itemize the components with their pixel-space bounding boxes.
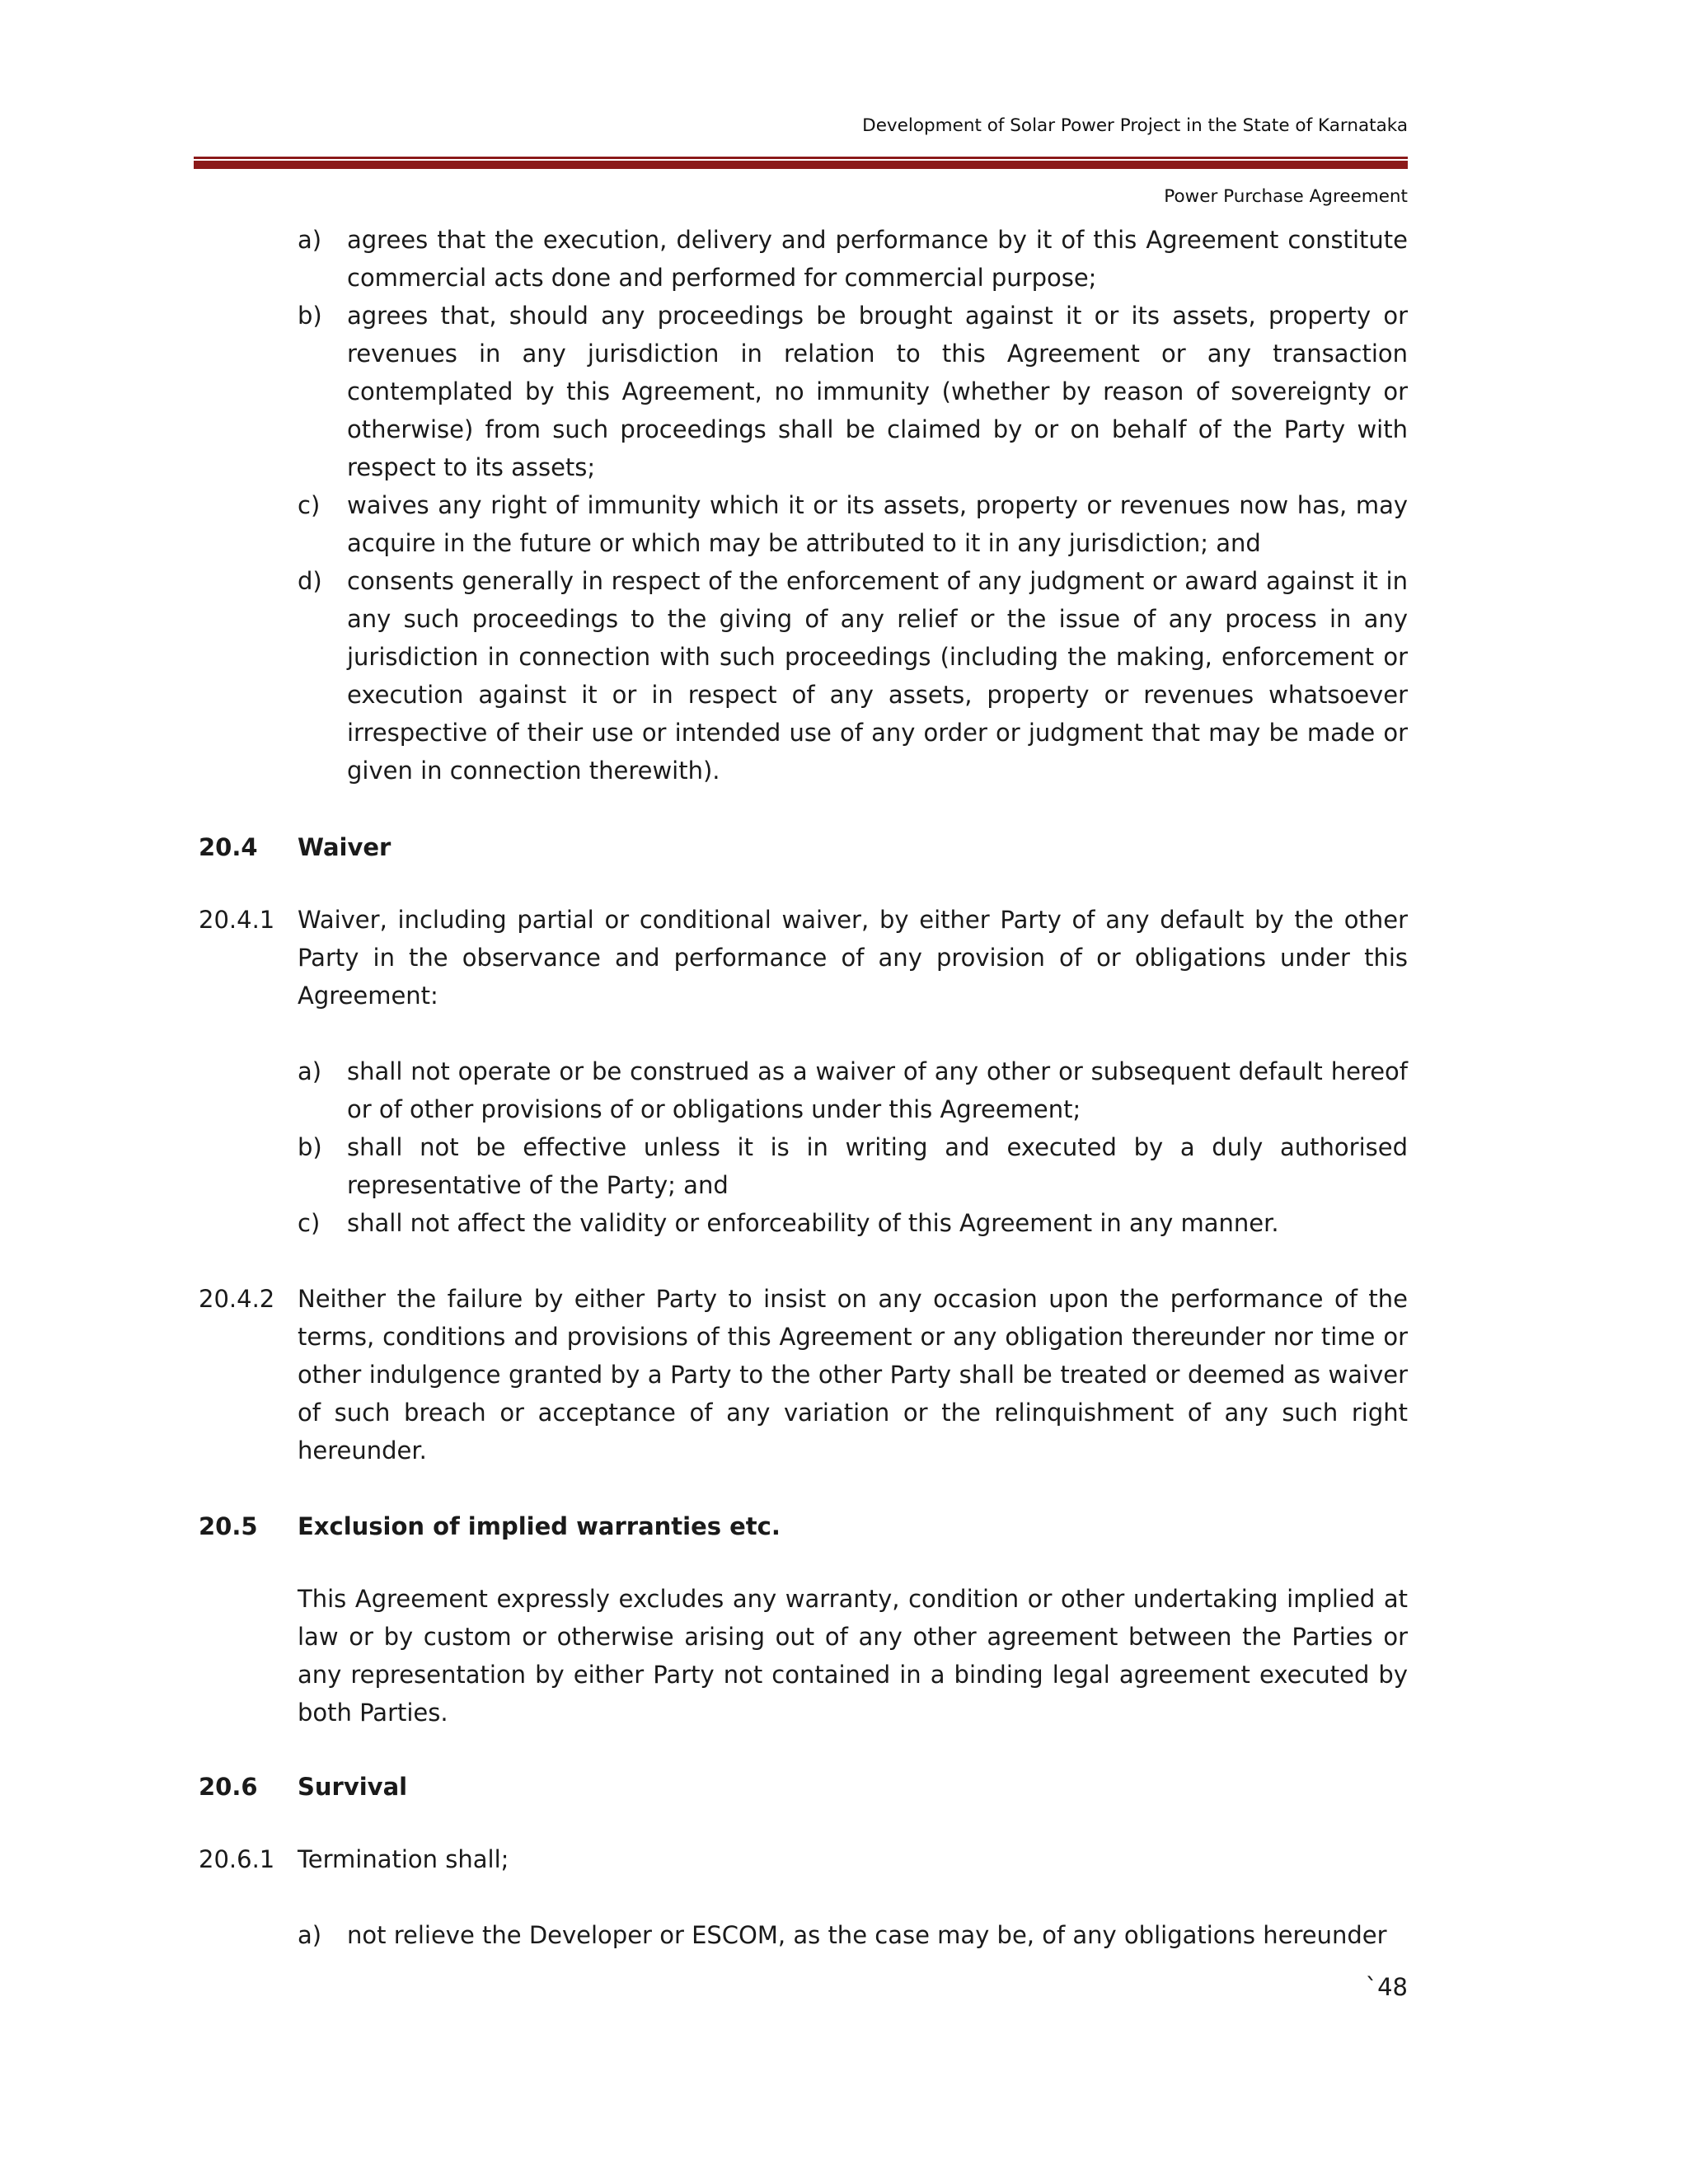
section-number: 20.5 (199, 1512, 258, 1540)
header-title: Development of Solar Power Project in the State of Karnataka (862, 115, 1408, 136)
list-item-label: a) (298, 1921, 322, 1949)
clause-number: 20.6.1 (199, 1845, 275, 1873)
header-rule-thick (194, 161, 1408, 169)
list-item-text: not relieve the Developer or ESCOM, as the case may be, of any obligations hereunder (347, 1921, 1387, 1949)
clause-number: 20.4.2 (199, 1285, 275, 1313)
clause-number: 20.4.1 (199, 906, 275, 934)
list-item-label: c) (298, 1209, 321, 1237)
list-item-text: shall not be effective unless it is in writing and executed by a duly authorised representative of the Party; and (347, 1133, 1408, 1199)
list-item-text: consents generally in respect of the enforcement of any judgment or award against it in any such proceedings to the giving of any relief or the issue of any process in any jurisdiction in connection with such proceedings (including the making, enforcement or execution against it or in respect of any assets, property or revenues whatsoever irrespective of their use or intended use of any order or judgment that may be made or given in connection therewith). (347, 567, 1408, 785)
list-item-label: d) (298, 567, 322, 595)
section-heading: Exclusion of implied warranties etc. (298, 1512, 781, 1540)
list-item-text: shall not affect the validity or enforceability of this Agreement in any manner. (347, 1209, 1279, 1237)
list-item-label: a) (298, 226, 322, 254)
list-item-label: c) (298, 491, 321, 519)
list-item-label: b) (298, 1133, 322, 1161)
list-item-text: agrees that the execution, delivery and performance by it of this Agreement constitute commercial acts done and performed for commercial purpose; (347, 226, 1408, 292)
list-item-label: a) (298, 1057, 322, 1085)
clause-text: Termination shall; (298, 1845, 509, 1873)
header-rule-thin (194, 157, 1408, 159)
clause-text: Neither the failure by either Party to insist on any occasion upon the performance of the terms, conditions and provisions of this Agreement or any obligation thereunder nor time or other indulgence granted by a Party to the other Party shall be treated or deemed as waiver of such breach or acceptance of any variation or the relinquishment of any such right hereunder. (298, 1285, 1408, 1465)
list-item-text: shall not operate or be construed as a waiver of any other or subsequent default hereof or of other provisions of or obligations under this Agreement; (347, 1057, 1408, 1123)
section-heading: Survival (298, 1773, 408, 1801)
section-paragraph: This Agreement expressly excludes any warranty, condition or other undertaking implied at law or by custom or otherwise arising out of any other agreement between the Parties or any representation by either Party not contained in a binding legal agreement executed by both Parties. (298, 1585, 1408, 1727)
section-number: 20.4 (199, 833, 258, 861)
header-subtitle: Power Purchase Agreement (1164, 186, 1408, 207)
section-heading: Waiver (298, 833, 392, 861)
section-number: 20.6 (199, 1773, 258, 1801)
clause-text: Waiver, including partial or conditional waiver, by either Party of any default by the other Party in the observance and performance of any provision of or obligations under this Agreement: (298, 906, 1408, 1010)
list-item-label: b) (298, 302, 322, 330)
page-number: `48 (1365, 1973, 1408, 2001)
list-item-text: waives any right of immunity which it or its assets, property or revenues now has, may acquire in the future or which may be attributed to it in any jurisdiction; and (347, 491, 1408, 557)
list-item-text: agrees that, should any proceedings be brought against it or its assets, property or revenues in any jurisdiction in relation to this Agreement or any transaction contemplated by this Agreement, no immunity (whether by reason of sovereignty or otherwise) from such proceedings shall be claimed by or on behalf of the Party with respect to its assets; (347, 302, 1408, 481)
